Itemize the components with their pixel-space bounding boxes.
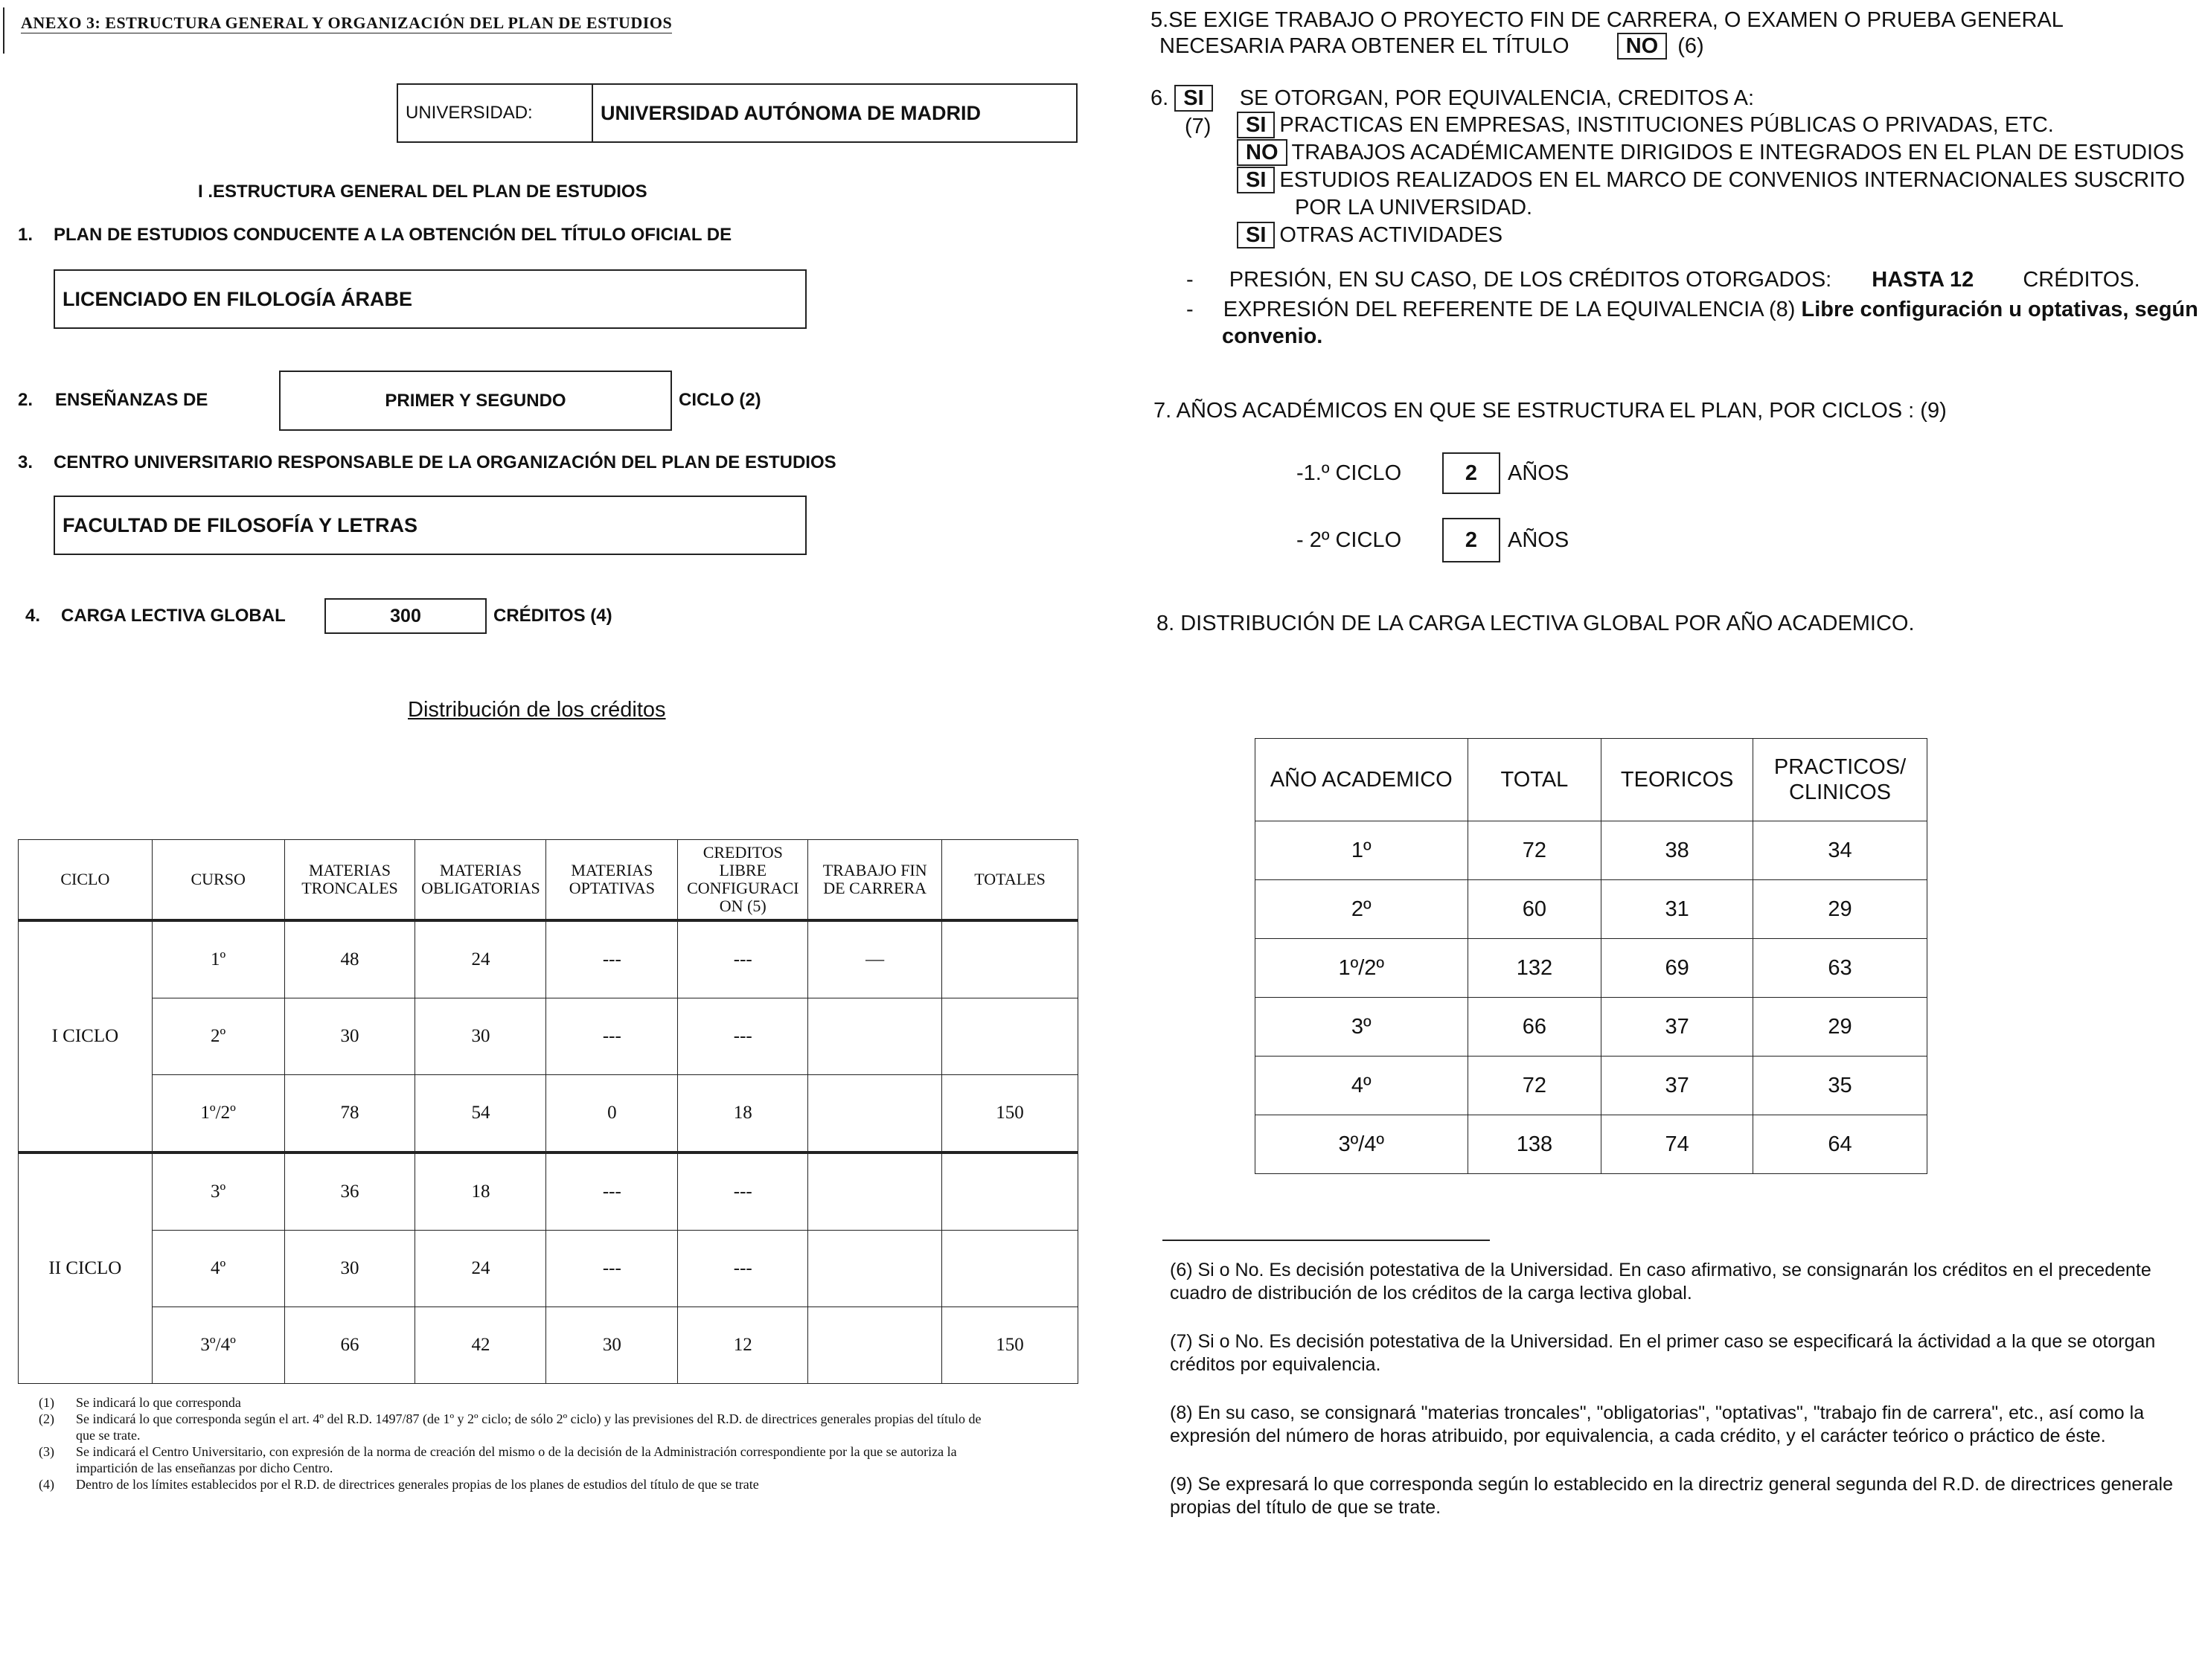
table-cell: 30 [284,998,415,1075]
header-trabajo-fin: TRABAJO FIN DE CARRERA [808,840,942,921]
option-answer: NO [1237,139,1287,166]
option-text: PRACTICAS EN EMPRESAS, INSTITUCIONES PÚBLICAS O PRIVADAS, ETC. [1279,113,2054,137]
table-cell: 29 [1753,998,1927,1057]
global-load-field [324,598,487,634]
table-cell: 1º/2º [152,1075,284,1153]
header-ano-academico: AÑO ACADEMICO [1255,739,1468,821]
table-cell: 18 [678,1075,808,1153]
section-title: I .ESTRUCTURA GENERAL DEL PLAN DE ESTUDIOS [198,182,647,202]
option-answer: SI [1237,112,1275,138]
table-cell [942,920,1078,998]
question-6-options [1237,112,2185,249]
option-answer: SI [1237,167,1275,193]
table-cell: 24 [415,1231,546,1307]
footnote [39,1443,991,1476]
table-cell [942,998,1078,1075]
table-cell: 64 [1753,1115,1927,1174]
table-row [1255,1057,1927,1115]
table-cell: 1º [1255,821,1468,880]
table-cell: 3º/4º [1255,1115,1468,1174]
footnote-text: Se indicará lo que corresponda según el art. 4º del R.D. 1497/87 (de 1º y 2º ciclo; de sólo 2º ciclo) y las previsiones del R.D. de directrices generales propias del título de que se trate. [76,1411,982,1443]
table-cell: 150 [942,1307,1078,1384]
table-cell: 3º [152,1152,284,1231]
table-row [19,920,1078,998]
footnote-number: (4) [39,1477,54,1492]
table-cell: 1º/2º [1255,939,1468,998]
question-6-answer: SI [1174,85,1212,112]
table-row [19,1075,1078,1153]
option-text: OTRAS ACTIVIDADES [1279,223,1503,247]
question-5 [1150,7,2064,60]
header-optativas: MATERIAS OPTATIVAS [546,840,678,921]
table-row [19,998,1078,1075]
cycle-cell: II CICLO [19,1152,153,1384]
presion-label: PRESIÓN, EN SU CASO, DE LOS CRÉDITOS OTORGADOS: [1229,268,1832,292]
question-5-line1: 5.SE EXIGE TRABAJO O PROYECTO FIN DE CARRERA, O EXAMEN O PRUEBA GENERAL [1150,8,2064,32]
presion-value: HASTA 12 [1872,268,1974,292]
header-curso: CURSO [152,840,284,921]
table-cell: 1º [152,920,284,998]
item-2-number: 2. [18,390,33,410]
option-continuation: POR LA UNIVERSIDAD. [1295,196,1533,219]
table-cell: 54 [415,1075,546,1153]
margin-mark [3,7,4,54]
footnote-number: (1) [39,1395,54,1410]
footnote: (7) Si o No. Es decisión potestativa de la Universidad. En el primer caso se especificará la áctividad a la que se otorgan créditos por equivalencia. [1170,1331,2156,1375]
expression-line: - EXPRESIÓN DEL REFERENTE DE LA EQUIVALENCIA (8) Libre configuración u optativas, según convenio. [1186,298,2198,348]
option-row [1237,112,2185,139]
table-cell: 24 [415,920,546,998]
degree-title-field [54,269,807,329]
table-cell: --- [678,920,808,998]
table-cell: 78 [284,1075,415,1153]
item-4-label: CARGA LECTIVA GLOBAL [61,606,286,626]
table-cell: 30 [284,1231,415,1307]
presion-unit: CRÉDITOS. [2023,268,2140,292]
item-2-suffix: CICLO (2) [679,390,761,410]
table-cell [808,1075,942,1153]
footnote: (6) Si o No. Es decisión potestativa de la Universidad. En caso afirmativo, se consignarán los créditos en el precedente cuadro de distribución de los créditos de la carga lectiva global. [1170,1260,2151,1304]
table-cell: --- [546,1152,678,1231]
question-8-title: 8. DISTRIBUCIÓN DE LA CARGA LECTIVA GLOBAL POR AÑO ACADEMICO. [1156,612,1915,635]
question-6-note: (7) [1185,115,1212,138]
table-cell: 150 [942,1075,1078,1153]
item-3-label: CENTRO UNIVERSITARIO RESPONSABLE DE LA ORGANIZACIÓN DEL PLAN DE ESTUDIOS [54,452,836,472]
footnote-text: Se indicará lo que corresponda [76,1395,241,1410]
table-cell: 60 [1468,880,1601,939]
cycle-years-value: 2 [1442,518,1500,562]
option-answer: SI [1237,222,1275,249]
option-text: ESTUDIOS REALIZADOS EN EL MARCO DE CONVENIOS INTERNACIONALES SUSCRITO [1279,168,2186,192]
global-load-value: 300 [390,605,421,626]
header-total: TOTAL [1468,739,1601,821]
right-footnotes [1170,1259,2189,1519]
university-label: UNIVERSIDAD: [398,85,593,141]
table-cell [808,1231,942,1307]
table-cell: 48 [284,920,415,998]
table-row [1255,998,1927,1057]
faculty-field [54,496,807,555]
table-cell: 36 [284,1152,415,1231]
table-cell: 29 [1753,880,1927,939]
item-4-suffix: CRÉDITOS (4) [493,606,612,626]
table-cell: — [808,920,942,998]
expression-value-continuation: convenio. [1222,324,1323,348]
table-cell: 2º [152,998,284,1075]
cycle-years-row [1296,518,1569,562]
table-cell: 30 [415,998,546,1075]
question-5-text: NECESARIA PARA OBTENER EL TÍTULO [1159,34,1569,58]
expression-label: EXPRESIÓN DEL REFERENTE DE LA EQUIVALENCIA (8) [1223,298,1796,321]
table-row [1255,821,1927,880]
option-row [1237,139,2185,167]
question-5-answer: NO [1617,33,1668,60]
table-row [1255,939,1927,998]
question-6-header [1150,85,1754,112]
table-cell [942,1231,1078,1307]
table-cell [808,998,942,1075]
question-6-number: 6. [1150,86,1169,110]
university-box [397,83,1078,143]
cycle-cell: I CICLO [19,920,153,1152]
presion-line: - PRESIÓN, EN SU CASO, DE LOS CRÉDITOS OTORGADOS: HASTA 12 CRÉDITOS. [1186,268,2140,292]
table-cell: --- [678,1231,808,1307]
expression-value: Libre configuración u optativas, según [1801,298,2198,321]
table-cell: --- [546,920,678,998]
cycle-years-row [1296,452,1569,494]
item-1-number: 1. [18,225,33,245]
table-row [1255,880,1927,939]
question-6-text: SE OTORGAN, POR EQUIVALENCIA, CREDITOS A: [1239,86,1755,110]
credits-table [18,839,1078,1384]
table-cell: 34 [1753,821,1927,880]
footnote [39,1411,991,1443]
table-cell: --- [546,998,678,1075]
table-cell: 138 [1468,1115,1601,1174]
years-table [1255,738,1927,1174]
table-row [19,1152,1078,1231]
footnote-divider [1162,1240,1490,1241]
table-cell: 35 [1753,1057,1927,1115]
footnote-number: (3) [39,1444,54,1459]
footnote-text: Se indicará el Centro Universitario, con expresión de la norma de creación del mismo o de la decisión de la Administración correspondiente por la que se autoriza la impartición de las enseñanzas por dicho Centro. [76,1444,957,1475]
annex-header: ANEXO 3: ESTRUCTURA GENERAL Y ORGANIZACIÓN DEL PLAN DE ESTUDIOS [21,13,673,32]
table-cell [808,1152,942,1231]
table-cell: 30 [546,1307,678,1384]
table-cell: 3º/4º [152,1307,284,1384]
footnote [39,1476,991,1493]
table-cell: 38 [1601,821,1753,880]
table-cell: 31 [1601,880,1753,939]
footnote-number: (2) [39,1411,54,1426]
table-cell: 63 [1753,939,1927,998]
header-libre-configuracion: CREDITOS LIBRE CONFIGURACI ON (5) [678,840,808,921]
table-cell: 132 [1468,939,1601,998]
table-row [1255,1115,1927,1174]
credits-distribution-title: Distribución de los créditos [408,698,666,722]
table-cell: 4º [1255,1057,1468,1115]
table-cell: 69 [1601,939,1753,998]
table-row [19,1307,1078,1384]
faculty-value: FACULTAD DE FILOSOFÍA Y LETRAS [63,513,418,536]
table-cell: 18 [415,1152,546,1231]
header-practicos: PRACTICOS/ CLINICOS [1753,739,1927,821]
question-5-note: (6) [1677,34,1704,58]
header-ciclo: CICLO [19,840,153,921]
left-footnotes [39,1394,991,1493]
item-2-label: ENSEÑANZAS DE [55,390,208,410]
cycle-years-label: -1.º CICLO [1296,461,1402,485]
university-value: UNIVERSIDAD AUTÓNOMA DE MADRID [601,101,981,124]
table-cell: 3º [1255,998,1468,1057]
header-obligatorias: MATERIAS OBLIGATORIAS [415,840,546,921]
table-cell: --- [678,1152,808,1231]
cycle-years-unit: AÑOS [1508,461,1569,485]
table-cell: 37 [1601,1057,1753,1115]
option-row [1237,222,2185,249]
table-cell [942,1152,1078,1231]
table-cell: 72 [1468,1057,1601,1115]
table-cell: 66 [284,1307,415,1384]
table-cell: 2º [1255,880,1468,939]
cycle-years-label: - 2º CICLO [1296,528,1402,552]
option-text: TRABAJOS ACADÉMICAMENTE DIRIGIDOS E INTEGRADOS EN EL PLAN DE ESTUDIOS [1291,141,2184,164]
table-cell: 42 [415,1307,546,1384]
footnote: (8) En su caso, se consignará "materias troncales", "obligatorias", "optativas", "trabajo fin de carrera", etc., así como la expresión del número de horas atribuido, por equivalencia, a cada crédito, y el carácter teórico o práctico de éste. [1170,1402,2145,1446]
cycles-field [279,371,672,431]
header-teoricos: TEORICOS [1601,739,1753,821]
table-cell: 12 [678,1307,808,1384]
item-4-number: 4. [25,606,41,626]
question-7-title: 7. AÑOS ACADÉMICOS EN QUE SE ESTRUCTURA EL PLAN, POR CICLOS : (9) [1153,399,1947,423]
question-5-line2 [1150,33,2064,60]
footnote [39,1394,991,1411]
table-cell: --- [678,998,808,1075]
table-cell: 0 [546,1075,678,1153]
table-cell: 37 [1601,998,1753,1057]
footnote-text: Dentro de los límites establecidos por el R.D. de directrices generales propias de los planes de estudios del título de que se trate [76,1477,759,1492]
degree-title-value: LICENCIADO EN FILOLOGÍA ÁRABE [63,287,412,310]
table-cell: 4º [152,1231,284,1307]
table-cell: 74 [1601,1115,1753,1174]
table-cell: 66 [1468,998,1601,1057]
table-cell: --- [546,1231,678,1307]
table-cell [808,1307,942,1384]
header-totales: TOTALES [942,840,1078,921]
footnote: (9) Se expresará lo que corresponda según lo establecido en la directriz general segunda del R.D. de directrices generale propias del título de que se trate. [1170,1474,2174,1518]
table-cell: 72 [1468,821,1601,880]
header-troncales: MATERIAS TRONCALES [284,840,415,921]
item-1-label: PLAN DE ESTUDIOS CONDUCENTE A LA OBTENCIÓN DEL TÍTULO OFICIAL DE [54,225,732,245]
item-3-number: 3. [18,452,33,472]
table-row [19,1231,1078,1307]
cycle-years-value: 2 [1442,452,1500,494]
cycle-years-unit: AÑOS [1508,528,1569,552]
option-row [1237,167,2185,194]
cycles-value: PRIMER Y SEGUNDO [385,390,566,411]
